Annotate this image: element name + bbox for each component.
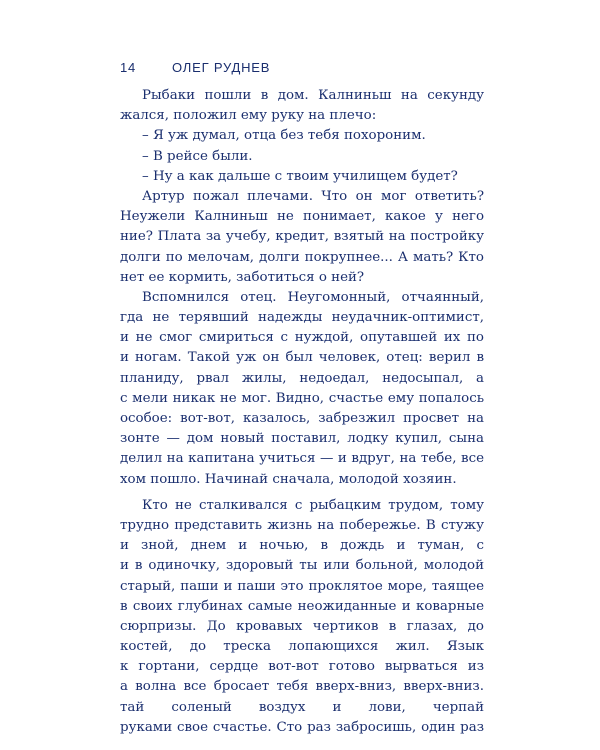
text-line: – Ну а как дальше с твоим училищем будет? — [142, 168, 458, 184]
text-line: тай соленый воздух и лови, черпай — [120, 699, 484, 715]
text-line: руками свое счастье. Сто раз забросишь, один раз — [120, 719, 484, 735]
text-line: – Я уж думал, отца без тебя похороним. — [142, 128, 426, 144]
text-line: а волна все бросает тебя вверх-вниз, вверх-вниз. — [120, 679, 484, 695]
text-line: к гортани, сердце вот-вот готово вырваться из — [120, 659, 484, 675]
text-line: хом пошло. Начинай сначала, молодой хозяин. — [120, 471, 457, 487]
text-line: гда не терявший надежды неудачник-оптимист, — [120, 310, 484, 326]
text-line: нет ее кормить, заботиться о ней? — [120, 269, 365, 285]
text-line: долги по мелочам, долги покрупнее... А мать? Кто — [120, 249, 484, 265]
text-line: и не смог смириться с нуждой, опутавшей их по — [120, 330, 484, 346]
text-line: Кто не сталкивался с рыбацким трудом, тому — [142, 497, 484, 513]
text-line: старый, паши и паши это проклятое море, таящее — [120, 578, 484, 594]
text-line: и ногам. Такой уж он был человек, отец: верил в — [120, 350, 484, 366]
text-line: и в одиночку, здоровый ты или больной, молодой — [120, 558, 484, 574]
text-line: трудно представить жизнь на побережье. В стужу — [120, 517, 484, 533]
text-line: Вспомнился отец. Неугомонный, отчаянный, — [142, 289, 484, 305]
text-line: жался, положил ему руку на плечо: — [120, 108, 377, 124]
page-number: 14 — [120, 60, 137, 75]
text-line: сюрпризы. До кровавых чертиков в глазах, до — [120, 618, 484, 634]
running-head — [120, 60, 270, 75]
author-name: ОЛЕГ РУДНЕВ — [172, 60, 271, 75]
text-line: – В рейсе были. — [142, 148, 253, 164]
text-line: с мели никак не мог. Видно, счастье ему попалось — [120, 390, 484, 406]
text-line: зонте — дом новый поставил, лодку купил, сына — [120, 431, 484, 447]
text-line: планиду, рвал жилы, недоедал, недосыпал, а — [120, 370, 484, 386]
text-line: делил на капитана учиться — и вдруг, на тебе, все — [120, 451, 484, 467]
text-line: в своих глубинах самые неожиданные и коварные — [120, 598, 484, 614]
text-line: Неужели Калниньш не понимает, какое у него — [120, 209, 484, 225]
text-line: костей, до треска лопающихся жил. Язык — [120, 639, 484, 655]
text-line: и зной, днем и ночью, в дождь и туман, с — [120, 538, 484, 554]
text-line: ние? Плата за учебу, кредит, взятый на постройку — [120, 229, 484, 245]
text-line: Рыбаки пошли в дом. Калниньш на секунду — [142, 88, 484, 103]
text-line: Артур пожал плечами. Что он мог ответить? — [142, 188, 484, 204]
body-text — [120, 86, 484, 738]
text-line: особое: вот-вот, казалось, забрезжил просвет на — [120, 411, 484, 426]
